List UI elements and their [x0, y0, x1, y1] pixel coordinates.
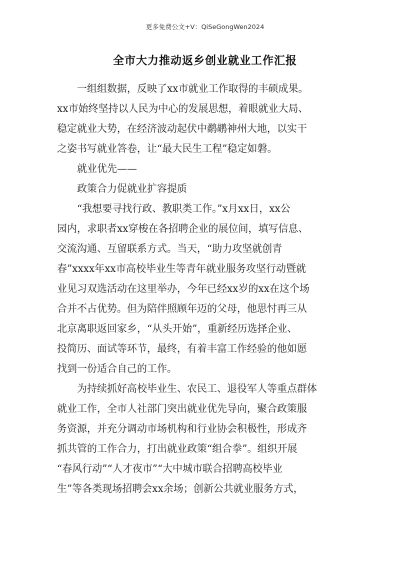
- text-line: 抓共管的工作合力，打出就业政策“组合拳”。组织开展: [57, 444, 298, 455]
- text-line: 业见习双选活动在这里举办，今年已经xx岁的xx在这个场: [57, 284, 310, 295]
- text-line: 投简历、面试等环节，最终，有着丰富工作经验的他如愿: [57, 344, 307, 355]
- text-line: 交流沟通、互留联系方式。当天，“助力攻坚就创青: [57, 244, 283, 255]
- text-line: 稳定就业大势，在经济波动起伏中鹬鹕神州大地，以实干: [57, 124, 307, 135]
- text-line: 合并不占优势。但为陪伴照顾年迈的父母，他思忖再三从: [57, 304, 307, 315]
- text-line: 就业优先——: [77, 164, 137, 175]
- text-line: 为持续抓好高校毕业生、农民工、退役军人等重点群体: [77, 384, 317, 395]
- text-line: 生”等各类现场招聘会xx余场；创新公共就业服务方式，: [57, 484, 304, 495]
- text-line: 务资源，并充分调动市场机构和行业协会积极性，形成齐: [57, 424, 307, 435]
- text-line: 政策合力促就业扩容提质: [77, 184, 187, 195]
- text-line: 之姿书写就业答卷，让“最大民生工程”稳定如磐。: [57, 144, 278, 155]
- text-line: 找到一份适合自己的工作。: [57, 364, 177, 375]
- text-line: “我想要寻找行政、教职类工作。”x月xx日，xx公: [77, 204, 291, 215]
- header-note: 更多免费公文+V：QiSeGongWen2024: [145, 23, 265, 31]
- document-body: [57, 80, 353, 500]
- text-line: xx市始终坚持以人民为中心的发展思想，着眼就业大局、: [57, 104, 309, 115]
- document-title: 全市大力推动返乡创业就业工作汇报: [113, 54, 297, 67]
- text-line: “春风行动”“人才夜市”“大中城市联合招聘高校毕业: [57, 464, 283, 475]
- text-line: 春”xxxx年xx市高校毕业生等青年就业服务攻坚行动暨就: [57, 264, 306, 275]
- text-line: 一组组数据，反映了xx市就业工作取得的丰硕成果。: [77, 84, 309, 95]
- text-line: 园内，求职者xx穿梭在各招聘企业的展位间，填写信息、: [57, 224, 309, 235]
- text-line: 北京离职返回家乡，“从头开始”，重新经历选择企业、: [57, 324, 298, 335]
- text-line: 就业工作，全市人社部门突出就业优先导向，聚合政策服: [57, 404, 307, 415]
